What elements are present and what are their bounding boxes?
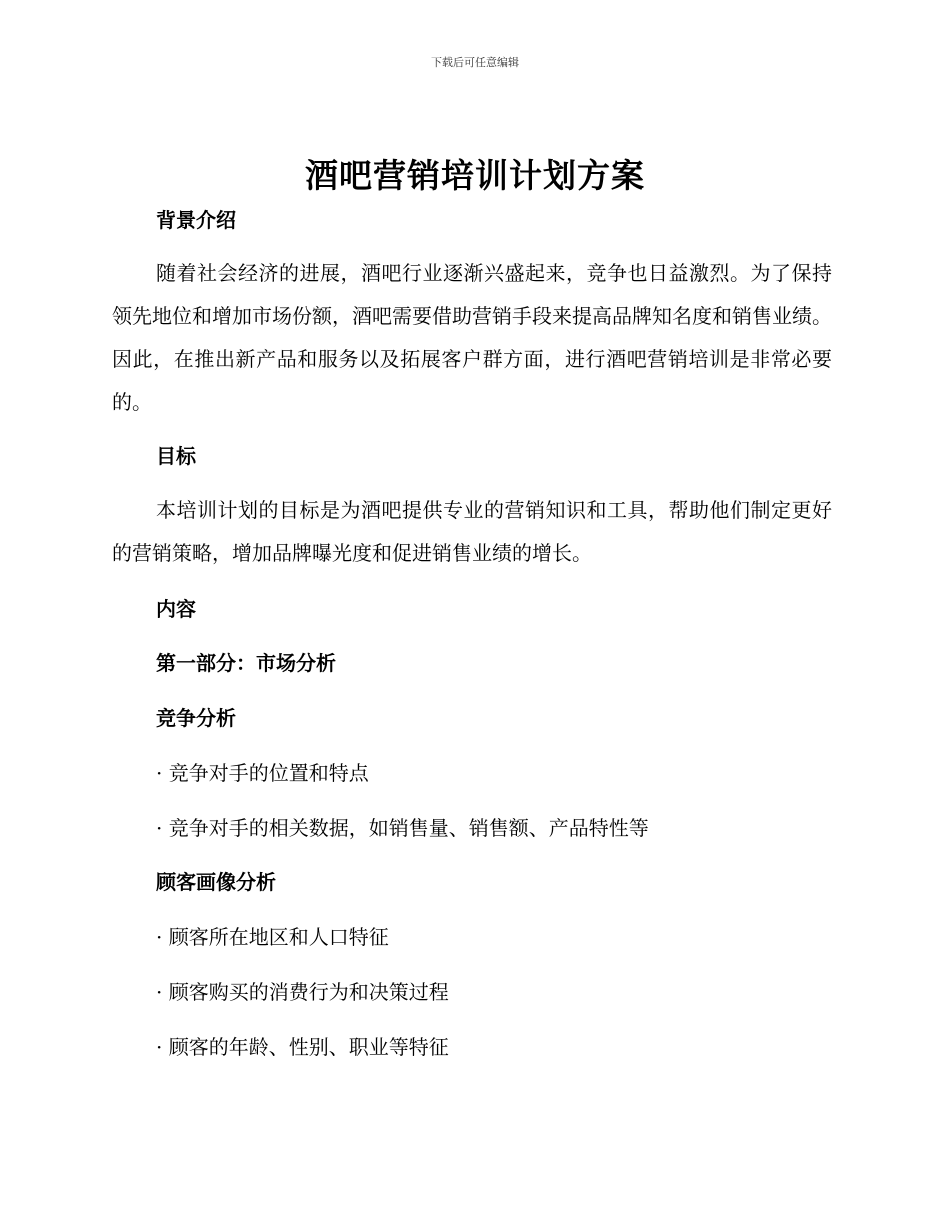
section-heading-goal: 目标 <box>156 444 196 468</box>
document-title: 酒吧营销培训计划方案 <box>305 156 645 195</box>
list-item-customer-2: · 顾客购买的消费行为和决策过程 <box>156 980 449 1004</box>
subsection-heading-customer: 顾客画像分析 <box>156 870 276 894</box>
page-header-note: 下载后可任意编辑 <box>431 56 519 69</box>
list-item-customer-3: · 顾客的年龄、性别、职业等特征 <box>156 1035 449 1059</box>
subsection-heading-competition: 竞争分析 <box>156 706 236 730</box>
list-item-competition-2: · 竞争对手的相关数据，如销售量、销售额、产品特性等 <box>156 816 649 840</box>
paragraph-background: 随着社会经济的进展，酒吧行业逐渐兴盛起来，竞争也日益激烈。为了保持领先地位和增加市场份额，酒吧需要借助营销手段来提高品牌知名度和销售业绩。因此，在推出新产品和服务以及拓展客户群方面，进行酒吧营销培训是非常必要的。 <box>112 261 832 414</box>
subsection-heading-part1: 第一部分：市场分析 <box>156 651 336 675</box>
paragraph-goal: 本培训计划的目标是为酒吧提供专业的营销知识和工具，帮助他们制定更好的营销策略，增加品牌曝光度和促进销售业绩的增长。 <box>112 498 832 565</box>
list-item-customer-1: · 顾客所在地区和人口特征 <box>156 925 389 949</box>
section-heading-background: 背景介绍 <box>156 208 236 232</box>
section-heading-content: 内容 <box>156 597 196 621</box>
list-item-competition-1: · 竞争对手的位置和特点 <box>156 761 369 785</box>
